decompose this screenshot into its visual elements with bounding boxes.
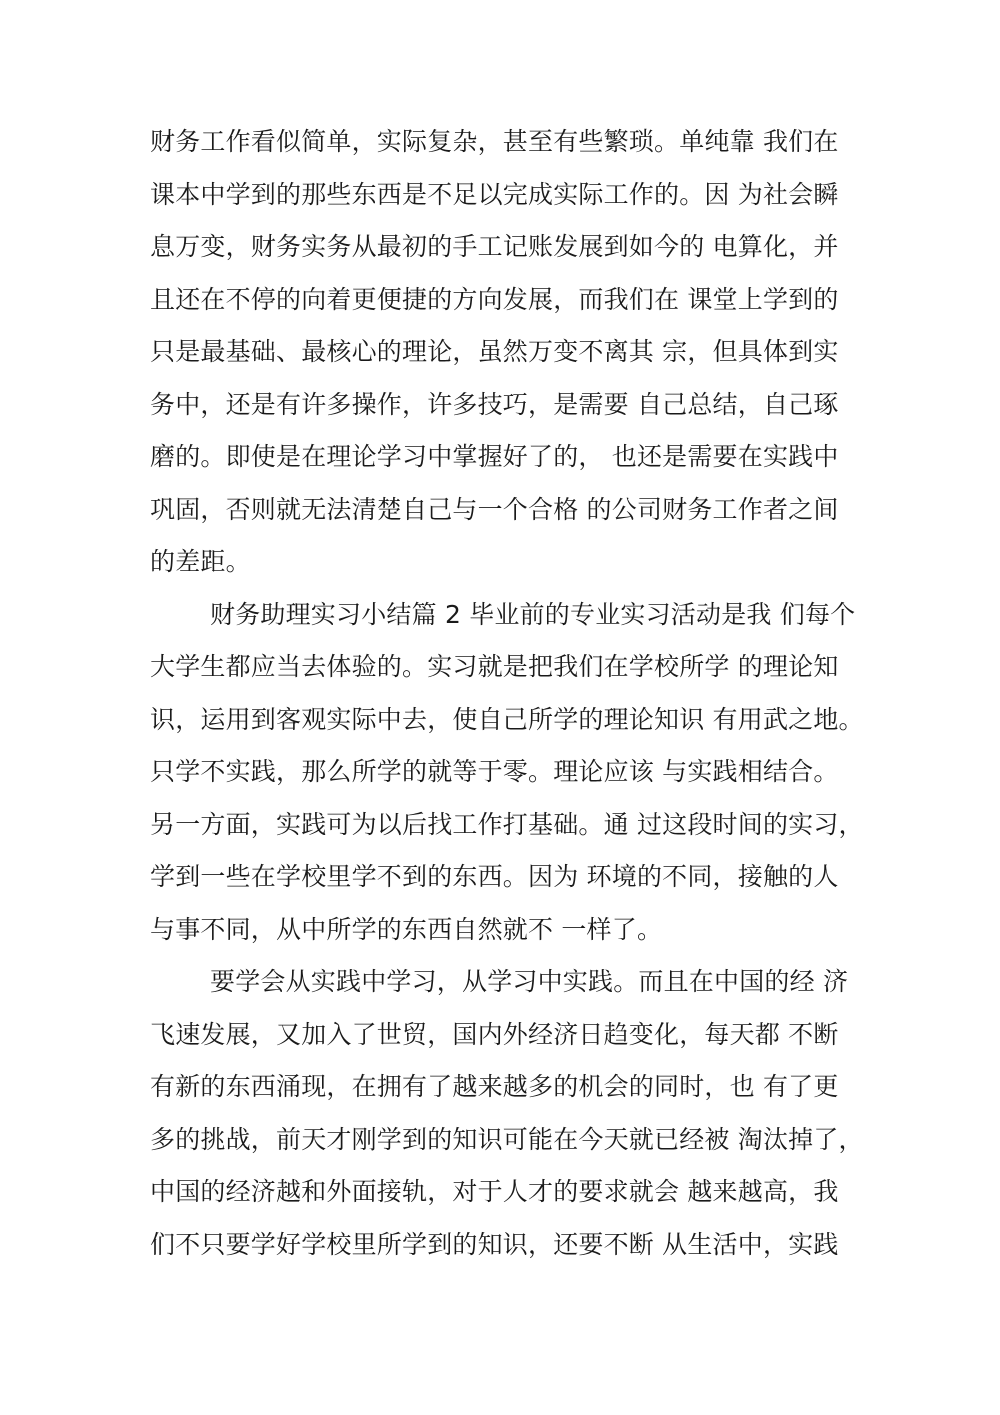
text-line: 有新的东西涌现，在拥有了越来越多的机会的同时，也 有了更 [150,1072,839,1101]
text-line: 大学生都应当去体验的。实习就是把我们在学校所学 的理论知 [150,652,839,681]
text-line: 务中，还是有许多操作，许多技巧，是需要 自己总结，自己琢 [150,389,839,419]
text-line: 识，运用到客观实际中去，使自己所学的理论知识 有用武之地。 [150,704,864,734]
text-line: 巩固，否则就无法清楚自己与一个合格 的公司财务工作者之间 [150,494,839,524]
paragraph-2 [150,595,880,963]
document-body [150,122,880,1277]
text-line-first: 要学会从实践中学习，从学习中实践。而且在中国的经 济 [210,967,849,996]
text-line: 学到一些在学校里学不到的东西。因为 环境的不同，接触的人 [150,862,839,891]
text-line: 另一方面，实践可为以后找工作打基础。通 过这段时间的实习， [150,809,864,839]
text-line: 且还在不停的向着更便捷的方向发展，而我们在 课堂上学到的 [150,284,839,314]
text-line: 们不只要学好学校里所学到的知识，还要不断 从生活中，实践 [150,1229,839,1259]
paragraph-1 [150,122,880,595]
text-line: 的差距。 [150,547,251,576]
text-line: 多的挑战，前天才刚学到的知识可能在今天就已经被 淘汰掉了， [150,1124,864,1154]
text-line-first: 财务助理实习小结篇 2 毕业前的专业实习活动是我 们每个 [210,599,856,629]
text-line: 中国的经济越和外面接轨，对于人才的要求就会 越来越高，我 [150,1177,839,1206]
text-line: 只学不实践，那么所学的就等于零。理论应该 与实践相结合。 [150,757,839,786]
text-line: 磨的。即使是在理论学习中掌握好了的， 也还是需要在实践中 [150,442,839,471]
text-line: 课本中学到的那些东西是不足以完成实际工作的。因 为社会瞬 [150,179,839,209]
text-line: 财务工作看似简单，实际复杂，甚至有些繁琐。单纯靠 我们在 [150,127,839,156]
text-line: 只是最基础、最核心的理论，虽然万变不离其 宗，但具体到实 [150,337,839,366]
text-line: 飞速发展，又加入了世贸，国内外经济日趋变化，每天都 不断 [150,1019,839,1049]
text-line: 息万变，财务实务从最初的手工记账发展到如今的 电算化，并 [150,232,839,261]
text-line: 与事不同，从中所学的东西自然就不 一样了。 [150,914,663,944]
paragraph-3 [150,962,880,1277]
